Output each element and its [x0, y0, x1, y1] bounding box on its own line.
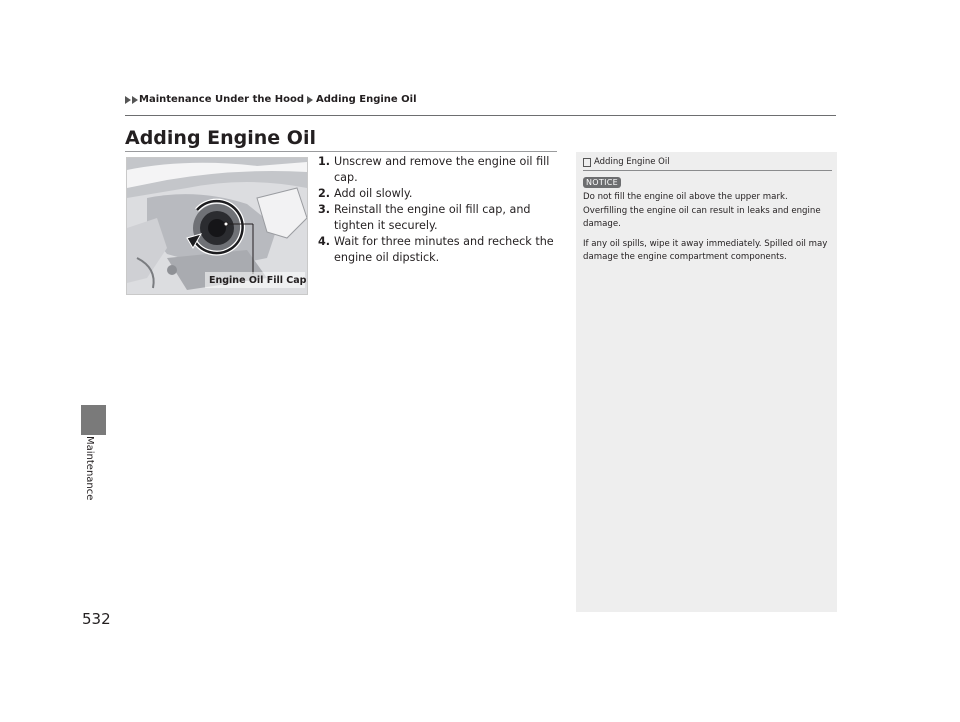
step-number: 2.: [318, 187, 331, 200]
step-text: Unscrew and remove the engine oil fill cap.: [334, 155, 550, 184]
figure-caption: Engine Oil Fill Cap: [209, 275, 307, 286]
note-paragraph: If any oil spills, wipe it away immediately. Spilled oil may damage the engine compartment components.: [583, 238, 828, 262]
header-rule: [125, 115, 836, 116]
section-label: [84, 436, 104, 506]
step-item: [318, 186, 563, 202]
breadcrumb-section-link[interactable]: Maintenance Under the Hood: [139, 94, 305, 105]
page-number: 532: [82, 610, 111, 628]
step-item: [318, 154, 563, 186]
step-text: Add oil slowly.: [334, 187, 413, 200]
breadcrumb-current-page: Adding Engine Oil: [316, 94, 417, 105]
section-tab[interactable]: [81, 405, 106, 435]
engine-bay-illustration: [127, 158, 307, 294]
note-heading-rule: [583, 170, 832, 171]
step-number: 1.: [318, 155, 331, 168]
page-title: Adding Engine Oil: [125, 127, 316, 149]
note-paragraph: Do not fill the engine oil above the upper mark. Overfilling the engine oil can result in leaks and engine damage.: [583, 192, 821, 229]
note-heading-text: Adding Engine Oil: [594, 157, 670, 167]
instruction-steps: [318, 154, 563, 266]
breadcrumb-separator-icon: [307, 96, 313, 104]
step-item: [318, 202, 563, 234]
note-heading: [583, 157, 670, 167]
step-text: Reinstall the engine oil fill cap, and tighten it securely.: [334, 203, 531, 232]
note-panel: [576, 152, 837, 612]
notice-badge: NOTICE: [583, 177, 621, 188]
note-body: [583, 191, 833, 271]
step-number: 4.: [318, 235, 331, 248]
engine-oil-fill-cap-figure: [126, 157, 308, 295]
step-text: Wait for three minutes and recheck the engine oil dipstick.: [334, 235, 554, 264]
note-reference-icon: [583, 158, 591, 167]
title-rule: [125, 151, 557, 152]
step-number: 3.: [318, 203, 331, 216]
step-item: [318, 234, 563, 266]
section-label-text: Maintenance: [84, 436, 95, 501]
breadcrumb-arrow-icon: [132, 96, 138, 104]
breadcrumb: [125, 94, 417, 105]
breadcrumb-arrow-icon: [125, 96, 131, 104]
